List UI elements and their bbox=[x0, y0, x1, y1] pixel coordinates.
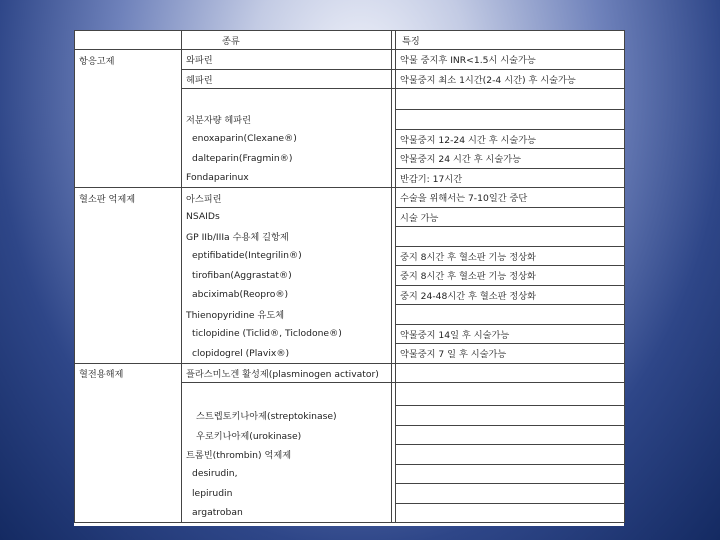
table-row bbox=[75, 207, 625, 227]
table-row bbox=[75, 363, 625, 383]
drug-cell: ticlopidine (Ticlid®, Ticlodone®) bbox=[182, 324, 392, 344]
category-cell bbox=[75, 129, 182, 149]
note-cell: 수술을 위해서는 7-10일간 중단 bbox=[396, 188, 625, 208]
category-cell bbox=[75, 503, 182, 523]
table-row bbox=[75, 246, 625, 266]
drug-cell bbox=[182, 383, 392, 406]
category-cell bbox=[75, 445, 182, 465]
table-row bbox=[75, 445, 625, 465]
table-row bbox=[75, 503, 625, 523]
drug-cell: 플라스미노겐 활성제(plasminogen activator) bbox=[182, 363, 392, 383]
table-row bbox=[75, 50, 625, 70]
table-row bbox=[75, 484, 625, 504]
note-cell bbox=[396, 110, 625, 130]
note-cell: 중지 8시간 후 혈소판 기능 정상화 bbox=[396, 266, 625, 286]
drug-cell: enoxaparin(Clexane®) bbox=[182, 129, 392, 149]
category-cell bbox=[75, 425, 182, 445]
category-cell bbox=[75, 285, 182, 305]
category-cell: 혈소판 억제제 bbox=[75, 188, 182, 208]
header-cell: 종류 bbox=[182, 31, 392, 50]
category-cell: 항응고제 bbox=[75, 50, 182, 70]
category-cell bbox=[75, 246, 182, 266]
note-cell: 약물 중지후 INR<1.5시 시술가능 bbox=[396, 50, 625, 70]
table-row bbox=[75, 383, 625, 406]
note-cell: 중지 24-48시간 후 혈소판 정상화 bbox=[396, 285, 625, 305]
category-cell bbox=[75, 69, 182, 89]
table-row bbox=[75, 89, 625, 110]
category-cell bbox=[75, 484, 182, 504]
drug-cell: Thienopyridine 유도체 bbox=[182, 305, 392, 325]
category-cell bbox=[75, 110, 182, 130]
note-cell bbox=[396, 503, 625, 523]
drug-cell: lepirudin bbox=[182, 484, 392, 504]
drug-cell: tirofiban(Aggrastat®) bbox=[182, 266, 392, 286]
category-cell bbox=[75, 227, 182, 247]
drug-cell: 아스피린 bbox=[182, 188, 392, 208]
category-cell bbox=[75, 464, 182, 484]
table-row bbox=[75, 464, 625, 484]
anticoagulant-table bbox=[74, 30, 625, 523]
document-sheet bbox=[74, 30, 624, 526]
note-cell: 약물중지 12-24 시간 후 시술가능 bbox=[396, 129, 625, 149]
drug-cell: desirudin, bbox=[182, 464, 392, 484]
category-cell bbox=[75, 383, 182, 406]
drug-cell: 저분자량 헤파린 bbox=[182, 110, 392, 130]
category-cell bbox=[75, 168, 182, 188]
note-cell bbox=[396, 89, 625, 110]
drug-cell bbox=[182, 89, 392, 110]
category-cell bbox=[75, 344, 182, 364]
category-cell bbox=[75, 149, 182, 169]
header-cell bbox=[75, 31, 182, 50]
drug-cell: 헤파린 bbox=[182, 69, 392, 89]
category-cell: 혈전용해제 bbox=[75, 363, 182, 383]
table-row bbox=[75, 168, 625, 188]
table-header-row bbox=[75, 31, 625, 50]
drug-cell: argatroban bbox=[182, 503, 392, 523]
table-row bbox=[75, 129, 625, 149]
category-cell bbox=[75, 89, 182, 110]
category-cell bbox=[75, 305, 182, 325]
table-row bbox=[75, 266, 625, 286]
table-row bbox=[75, 227, 625, 247]
drug-cell: dalteparin(Fragmin®) bbox=[182, 149, 392, 169]
drug-cell: Fondaparinux bbox=[182, 168, 392, 188]
note-cell: 반감기: 17시간 bbox=[396, 168, 625, 188]
note-cell bbox=[396, 383, 625, 406]
table-row bbox=[75, 344, 625, 364]
table-row bbox=[75, 406, 625, 426]
table-row bbox=[75, 188, 625, 208]
drug-cell: 우로키나아제(urokinase) bbox=[182, 425, 392, 445]
drug-cell: GP IIb/IIIa 수용체 길항제 bbox=[182, 227, 392, 247]
table-row bbox=[75, 110, 625, 130]
category-cell bbox=[75, 207, 182, 227]
table-body bbox=[75, 31, 625, 523]
note-cell bbox=[396, 363, 625, 383]
drug-cell: 와파린 bbox=[182, 50, 392, 70]
note-cell: 약물중지 7 일 후 시술가능 bbox=[396, 344, 625, 364]
category-cell bbox=[75, 406, 182, 426]
note-cell bbox=[396, 445, 625, 465]
drug-cell: eptifibatide(Integrilin®) bbox=[182, 246, 392, 266]
drug-cell: 트롬빈(thrombin) 억제제 bbox=[182, 445, 392, 465]
drug-cell: clopidogrel (Plavix®) bbox=[182, 344, 392, 364]
note-cell bbox=[396, 305, 625, 325]
table-row bbox=[75, 285, 625, 305]
note-cell: 약물중지 최소 1시간(2-4 시간) 후 시술가능 bbox=[396, 69, 625, 89]
table-row bbox=[75, 69, 625, 89]
note-cell: 약물중지 14일 후 시술가능 bbox=[396, 324, 625, 344]
table-row bbox=[75, 324, 625, 344]
category-cell bbox=[75, 324, 182, 344]
note-cell bbox=[396, 484, 625, 504]
note-cell bbox=[396, 425, 625, 445]
note-cell bbox=[396, 406, 625, 426]
category-cell bbox=[75, 266, 182, 286]
drug-cell: NSAIDs bbox=[182, 207, 392, 227]
table-row bbox=[75, 425, 625, 445]
note-cell bbox=[396, 464, 625, 484]
note-cell: 중지 8시간 후 혈소판 기능 정상화 bbox=[396, 246, 625, 266]
table-row bbox=[75, 305, 625, 325]
drug-cell: 스트렙토키나아제(streptokinase) bbox=[182, 406, 392, 426]
drug-cell: abciximab(Reopro®) bbox=[182, 285, 392, 305]
table-row bbox=[75, 149, 625, 169]
header-cell: 특징 bbox=[396, 31, 625, 50]
note-cell: 약물중지 24 시간 후 시술가능 bbox=[396, 149, 625, 169]
note-cell bbox=[396, 227, 625, 247]
note-cell: 시술 가능 bbox=[396, 207, 625, 227]
